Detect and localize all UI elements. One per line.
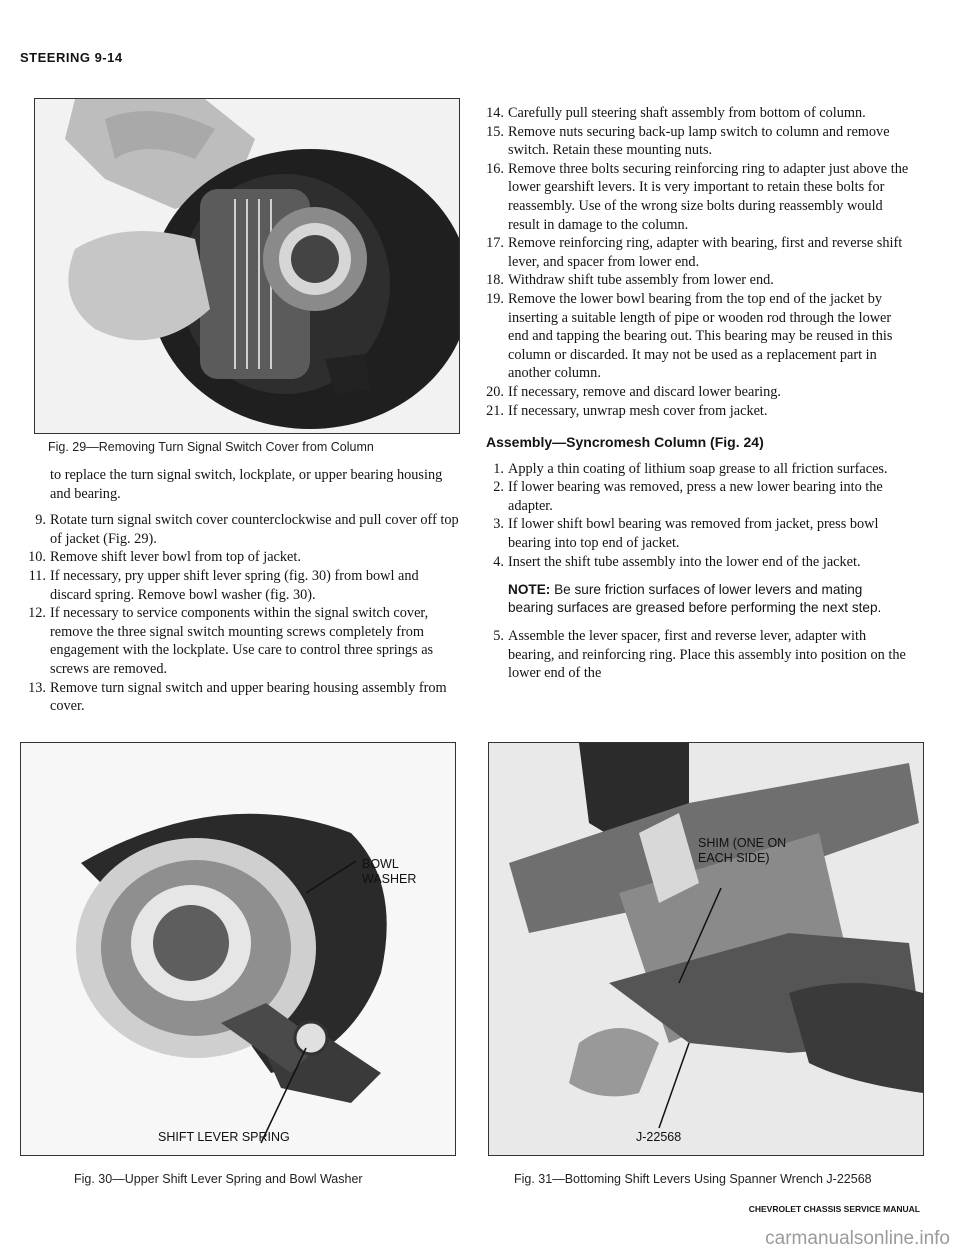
step-text: If necessary, pry upper shift lever spring (fig. 30) from bowl and discard spring. Remove bowl washer (fig. 30). [50, 567, 419, 603]
list-item [478, 553, 910, 572]
list-item [478, 515, 910, 552]
step-text: Assemble the lever spacer, first and reverse lever, adapter with bearing, and reinforcing ring. Place this assembly into position on the lower end of the [508, 628, 906, 682]
step-text: Rotate turn signal switch cover counterclockwise and pull cover off top of jacket (Fig. 29). [50, 512, 459, 547]
list-item [478, 271, 910, 290]
list-item [478, 104, 910, 123]
figure-29-photo [34, 98, 460, 434]
list-item [20, 604, 460, 678]
removal-steps-right [478, 104, 910, 420]
page-header: STEERING 9-14 [20, 50, 123, 65]
step-number: 20. [486, 383, 504, 400]
watermark: carmanualsonline.info [765, 1228, 950, 1249]
step-text: If necessary, remove and discard lower bearing. [508, 383, 781, 400]
list-item [478, 460, 910, 479]
left-column [20, 466, 460, 716]
list-item [478, 234, 910, 271]
assembly-steps-continued [478, 627, 910, 683]
note-text: Be sure friction surfaces of lower levers and mating bearing surfaces are greased before performing the next step. [508, 582, 882, 616]
continuation-text: to replace the turn signal switch, lockplate, or upper bearing housing and bearing. [50, 467, 443, 502]
step-number: 19. [486, 290, 504, 307]
step-number: 21. [486, 402, 504, 419]
step-text: If necessary, unwrap mesh cover from jacket. [508, 402, 768, 419]
bowl-washer-label: BOWL WASHER [362, 857, 417, 886]
list-item [478, 402, 910, 421]
step-number: 2. [493, 479, 504, 496]
figure-30-photo [20, 742, 456, 1156]
step-number: 5. [493, 628, 504, 645]
step-text: Remove shift lever bowl from top of jacket. [50, 549, 301, 566]
list-item [478, 290, 910, 383]
step-text: Remove turn signal switch and upper bearing housing assembly from cover. [50, 679, 447, 715]
step-number: 18. [486, 272, 504, 289]
list-item [478, 123, 910, 160]
tool-label: J-22568 [636, 1130, 682, 1144]
step-text: Insert the shift tube assembly into the lower end of the jacket. [508, 553, 861, 570]
removal-steps-left [20, 511, 460, 716]
step-text: Apply a thin coating of lithium soap grease to all friction surfaces. [508, 460, 888, 477]
step-number: 15. [486, 123, 504, 140]
assembly-steps [478, 460, 910, 572]
list-item [20, 511, 460, 548]
figure-30-caption: Fig. 30—Upper Shift Lever Spring and Bowl Washer [74, 1172, 363, 1186]
step-text: If lower shift bowl bearing was removed from jacket, press bowl bearing into top end of jacket. [508, 516, 879, 552]
step-number: 11. [28, 567, 46, 584]
step-number: 12. [28, 605, 46, 622]
list-item [478, 627, 910, 683]
step-number: 9. [35, 512, 46, 529]
note-block [478, 581, 910, 617]
step-text: Withdraw shift tube assembly from lower end. [508, 272, 774, 289]
step-number: 3. [493, 516, 504, 533]
footer-manual-title: CHEVROLET CHASSIS SERVICE MANUAL [748, 1204, 920, 1214]
right-column [478, 104, 910, 683]
step-number: 4. [493, 553, 504, 570]
list-item [20, 567, 460, 604]
list-item [478, 383, 910, 402]
step-number: 17. [486, 235, 504, 252]
list-item [478, 478, 910, 515]
step-text: Remove nuts securing back-up lamp switch to column and remove switch. Retain these mounting nuts. [508, 123, 890, 159]
step-text: Carefully pull steering shaft assembly from bottom of column. [508, 105, 866, 121]
list-item [478, 160, 910, 234]
step-text: If lower bearing was removed, press a new lower bearing into the adapter. [508, 479, 883, 514]
step-text: Remove three bolts securing reinforcing ring to adapter just above the lower gearshift levers. It is very important to retain these bolts for reassembly. Use of the wrong size bolts during reassembly would result in damage to the column. [508, 160, 909, 233]
assembly-heading: Assembly—Syncromesh Column (Fig. 24) [486, 434, 764, 451]
step-text: Remove the lower bowl bearing from the top end of the jacket by inserting a suitable length of pipe or wooden rod through the lower end and tapping the bearing out. This bearing may be reused in this column or discarded. It may not be used as a replacement part in another column. [508, 290, 893, 382]
step-number: 16. [486, 160, 504, 177]
figure-29-caption: Fig. 29—Removing Turn Signal Switch Cover from Column [48, 440, 374, 454]
list-item [20, 679, 460, 716]
figure-31-caption: Fig. 31—Bottoming Shift Levers Using Spanner Wrench J-22568 [514, 1172, 872, 1186]
note-label: NOTE: [508, 582, 551, 598]
step-text: Remove reinforcing ring, adapter with bearing, first and reverse shift lever, and spacer from lower end. [508, 235, 903, 270]
shift-lever-spring-label: SHIFT LEVER SPRING [158, 1130, 290, 1144]
step-number: 13. [28, 679, 46, 696]
step-number: 1. [493, 460, 504, 477]
step-number: 10. [28, 549, 46, 566]
step-number: 14. [486, 105, 504, 121]
step-text: If necessary to service components within the signal switch cover, remove the three signal switch mounting screws completely from engagement with the lockplate. Use care to control three springs as screws are removed. [50, 605, 434, 677]
list-item [20, 548, 460, 567]
shim-label: SHIM (ONE ON EACH SIDE) [698, 836, 787, 865]
figure-31-photo [488, 742, 924, 1156]
